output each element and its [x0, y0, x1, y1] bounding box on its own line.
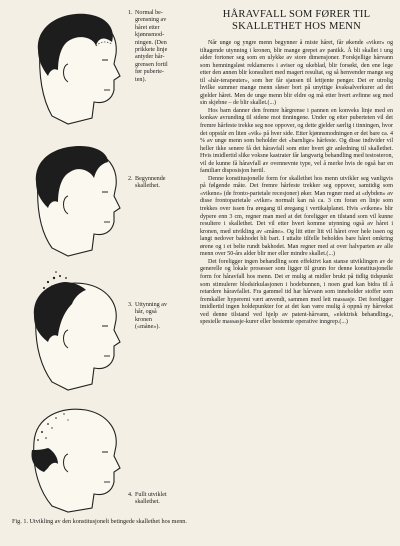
figure-head-1 [8, 6, 192, 132]
article-paragraph: Hos barn danner den fremre hårgrense i pannen en konveks linje med en konkav avrunding til sidene mot tinningene. Under og etter puberteten vil det fremre hårfeste trekke seg noe oppover, og dette gjelder særlig i tinningen, hvor det oppstår en liten «vik» på hver side. Etter kjønnsmodningen er det bare ca. 4 % av unge menn som beholder det «barnlige» hårfeste. Og disse individer vil heller ikke senere få det håravfall som etter hvert gir anledning til skallethet. Hvis imidlertid slike voksne kastrater får langvarig behandling med testosteron, vil de kunne få håravfall av ovennevnte type, vel å merke hvis de også har en familiær disposisjon hertil. [200, 107, 393, 175]
figure-head-4 [8, 398, 192, 514]
figure-head-3 [8, 268, 192, 396]
figure-caption: Fig. 1. Utvikling av den konstitusjonelt betingede skallethet hos menn. [12, 518, 187, 525]
figure-2-caption: 2. Begynnende skallethet. [128, 176, 166, 190]
article-paragraph: Denne konstitusjonelle form for skallethet hos menn utvikler seg vanligvis på følgende måte. Det fremre hårfeste trekker seg oppover, samtidig som «vikene» (de fronto-parietale recesjoner) øker. Man regner med at «dybden» av disse frontoparietale «viker» normalt kan nå ca. 3 cm foran en linje som trekkes over issen fra øregang til øregang i vertikalplanet. Hvis «vikene» blir dypere enn 3 cm, regner man med at det foreligger en tilstand som vil kunne resultere i skallethet. Det vil etter hvert komme utynning også av håret i kronen, med utvikling av «måne». Og litt etter litt vil håret over hele issen og langt nedover bakhodet bli bart. I uttalte tilfelle beholdes bare håret omkring ørene og i et belte rundt bakhodet. Man regner med at over halvparten av alle menn over 50-års alder blir mer eller mindre skallet.(...) [200, 175, 393, 258]
head-illustration-full-baldness [8, 398, 128, 514]
article-column [200, 6, 393, 327]
figure-column [8, 6, 192, 542]
figure-3-caption: 3. Uttynning av hår, også kronen («måne»). [128, 302, 167, 331]
head-illustration-thinning-crown [8, 268, 128, 396]
article-body [200, 40, 393, 327]
figure-4-caption: 4. Fullt utviklet skallethet. [128, 492, 167, 506]
article-paragraph: Det foreligger ingen behandling som effektivt kan stanse utviklingen av de generelle og lokale prosesser som ligger til grunn for denne konstitusjonelle form for håravfall hos menn. Det er mulig at midler brukt på tidlig tidspunkt som stimulerer blodsirkulasjonen i hodebunnen, i noen grad kan bidra til å retardere håravfallet. Fra gammel tid har hårvann som inneholder stoffer som fremkaller hyperemi vært anvendt, sammen med lett massasje. Det foreligger imidlertid ingen holdepunkter for at det kan være mulig å oppnå ny hårvekst ved denne tilstand ved hjelp av patent-hårvann, «elektrisk behandling», spesielle massasje-kurer eller bestemte operative inngrep.(...) [200, 258, 393, 326]
figure-1-caption: 1. Normal be- grensning av håret etter kjønnsmod- ningen. (Den prikkete linje antyder hår- grensen fortil før puberte- ten). [128, 10, 168, 83]
article-title: HÅRAVFALL SOM FØRER TIL SKALLETHET HOS MENN [222, 9, 371, 32]
head-illustration-beginning-baldness [8, 136, 128, 264]
article-paragraph: Når unge og yngre menn begynner å miste håret, får økende «viker» og tiltagende utynning i kronen, blir mange grepet av panikk. Å bli skallet i ung alder fortoner seg som en ulykke av store dimensjoner. Forskjellige hårvann som hemningsløst reklameres i aviser og ukeblad, blir forsøkt, den ene lege etter den annen blir konsultert med magert resultat, og så henvender mange seg til «hår-terapeuter», som her får sjansen til lettjente penger. Det er utrolig hvilke summer mange menn sløser bort på unyttige kvaksalverkurer ad det gjelder håret. Men de unge menn blir eldre og må etter hvert avfinne seg med sin skjebne – de blir skallet.(...) [200, 40, 393, 107]
figure-head-2 [8, 136, 192, 264]
head-illustration-normal-hair [8, 6, 128, 132]
